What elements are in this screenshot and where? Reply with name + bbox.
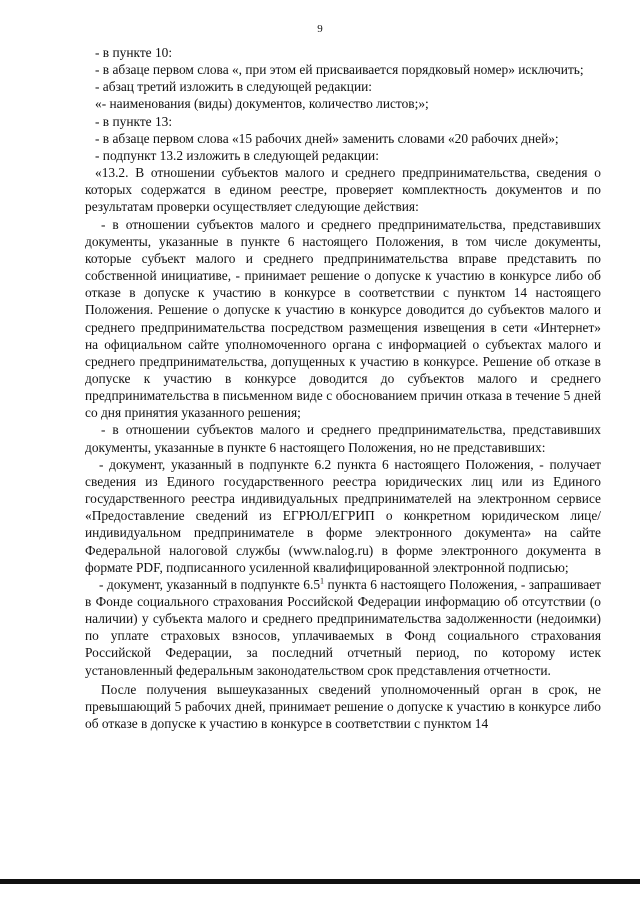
bottom-border: [0, 879, 640, 884]
page-number: 9: [317, 23, 323, 35]
paragraph: - в пункте 13:: [95, 113, 173, 129]
paragraph: - в абзаце первом слова «15 рабочих дней» заменить словами «20 рабочих дней»;: [95, 130, 559, 146]
paragraph-text-end: пункта 6 настоящего Положения, - запрашивает в Фонде социального страхования Российской Федерации информацию об отсутствии (о наличии) у субъекта малого и среднего предпринимательства задолженности (недоимки) по уплате страховых взносов, уплачиваемых в Фонд социального страхования Российской Федерации, за последний отчетный период, по которому истек установленный федеральным законодательством срок представления отчетности.: [85, 576, 601, 678]
paragraph: - абзац третий изложить в следующей редакции:: [95, 79, 373, 95]
paragraph: - в пункте 10:: [95, 45, 173, 60]
paragraph: «- наименования (виды) документов, количество листов;»;: [95, 96, 429, 112]
paragraph: - в отношении субъектов малого и среднего предпринимательства, представивших документы, указанные в пункте 6 настоящего Положения, в том числе документы, которые субъект малого и среднего предпринимательства вправе представить по собственной инициативе, - принимает решение о допуске к участию в конкурсе либо об отказе в допуске к участию в конкурсе в соответствии с пунктом 14 настоящего Положения. Решение о допуске к участию в конкурсе доводится до субъектов малого и среднего предпринимательства посредством размещения извещения в сети «Интернет» на официальном сайте уполномоченного органа с информацией о субъектах малого и среднего предпринимательства, допущенных к участию в конкурсе. Решение об отказе в допуске к участию в конкурсе доводится до субъектов малого и среднего предпринимательства в письменном виде с обоснованием причин отказа в течение 5 дней со дня принятия указанного решения;: [85, 216, 601, 421]
paragraph: После получения вышеуказанных сведений уполномоченный орган в срок, не превышающий 5 рабочих дней, принимает решение о допуске к участию в конкурсе либо об отказе в допуске к участию в конкурсе в соответствии с пунктом 14: [85, 681, 601, 732]
paragraph: «13.2. В отношении субъектов малого и среднего предпринимательства, сведения о которых содержатся в едином реестре, проверяет комплектность документов и по результатам проверки осуществляет следующие действия:: [85, 165, 601, 215]
paragraph-with-superscript: [85, 576, 601, 679]
paragraph: - подпункт 13.2 изложить в следующей редакции:: [95, 147, 379, 163]
paragraph: - документ, указанный в подпункте 6.2 пункта 6 настоящего Положения, - получает сведения из Единого государственного реестра юридических лиц или из Единого государственного реестра индивидуальных предпринимателей на электронном сервисе «Предоставление сведений из ЕГРЮЛ/ЕГРИП о конкретном юридическом лице/индивидуальном предпринимателе в форме электронного документа» на сайте Федеральной налоговой службы (www.nalog.ru) в форме электронного документа в формате PDF, подписанного усиленной квалифицированной электронной подписью;: [85, 456, 601, 575]
paragraph: - в абзаце первом слова «, при этом ей присваивается порядковый номер» исключить;: [95, 62, 584, 78]
superscript: 1: [320, 576, 325, 586]
paragraph-text-start: - документ, указанный в подпункте 6.5: [99, 576, 321, 592]
document-body: [85, 44, 601, 732]
paragraph: - в отношении субъектов малого и среднего предпринимательства, представивших документы, указанные в пункте 6 настоящего Положения, но не представивших:: [85, 422, 601, 455]
